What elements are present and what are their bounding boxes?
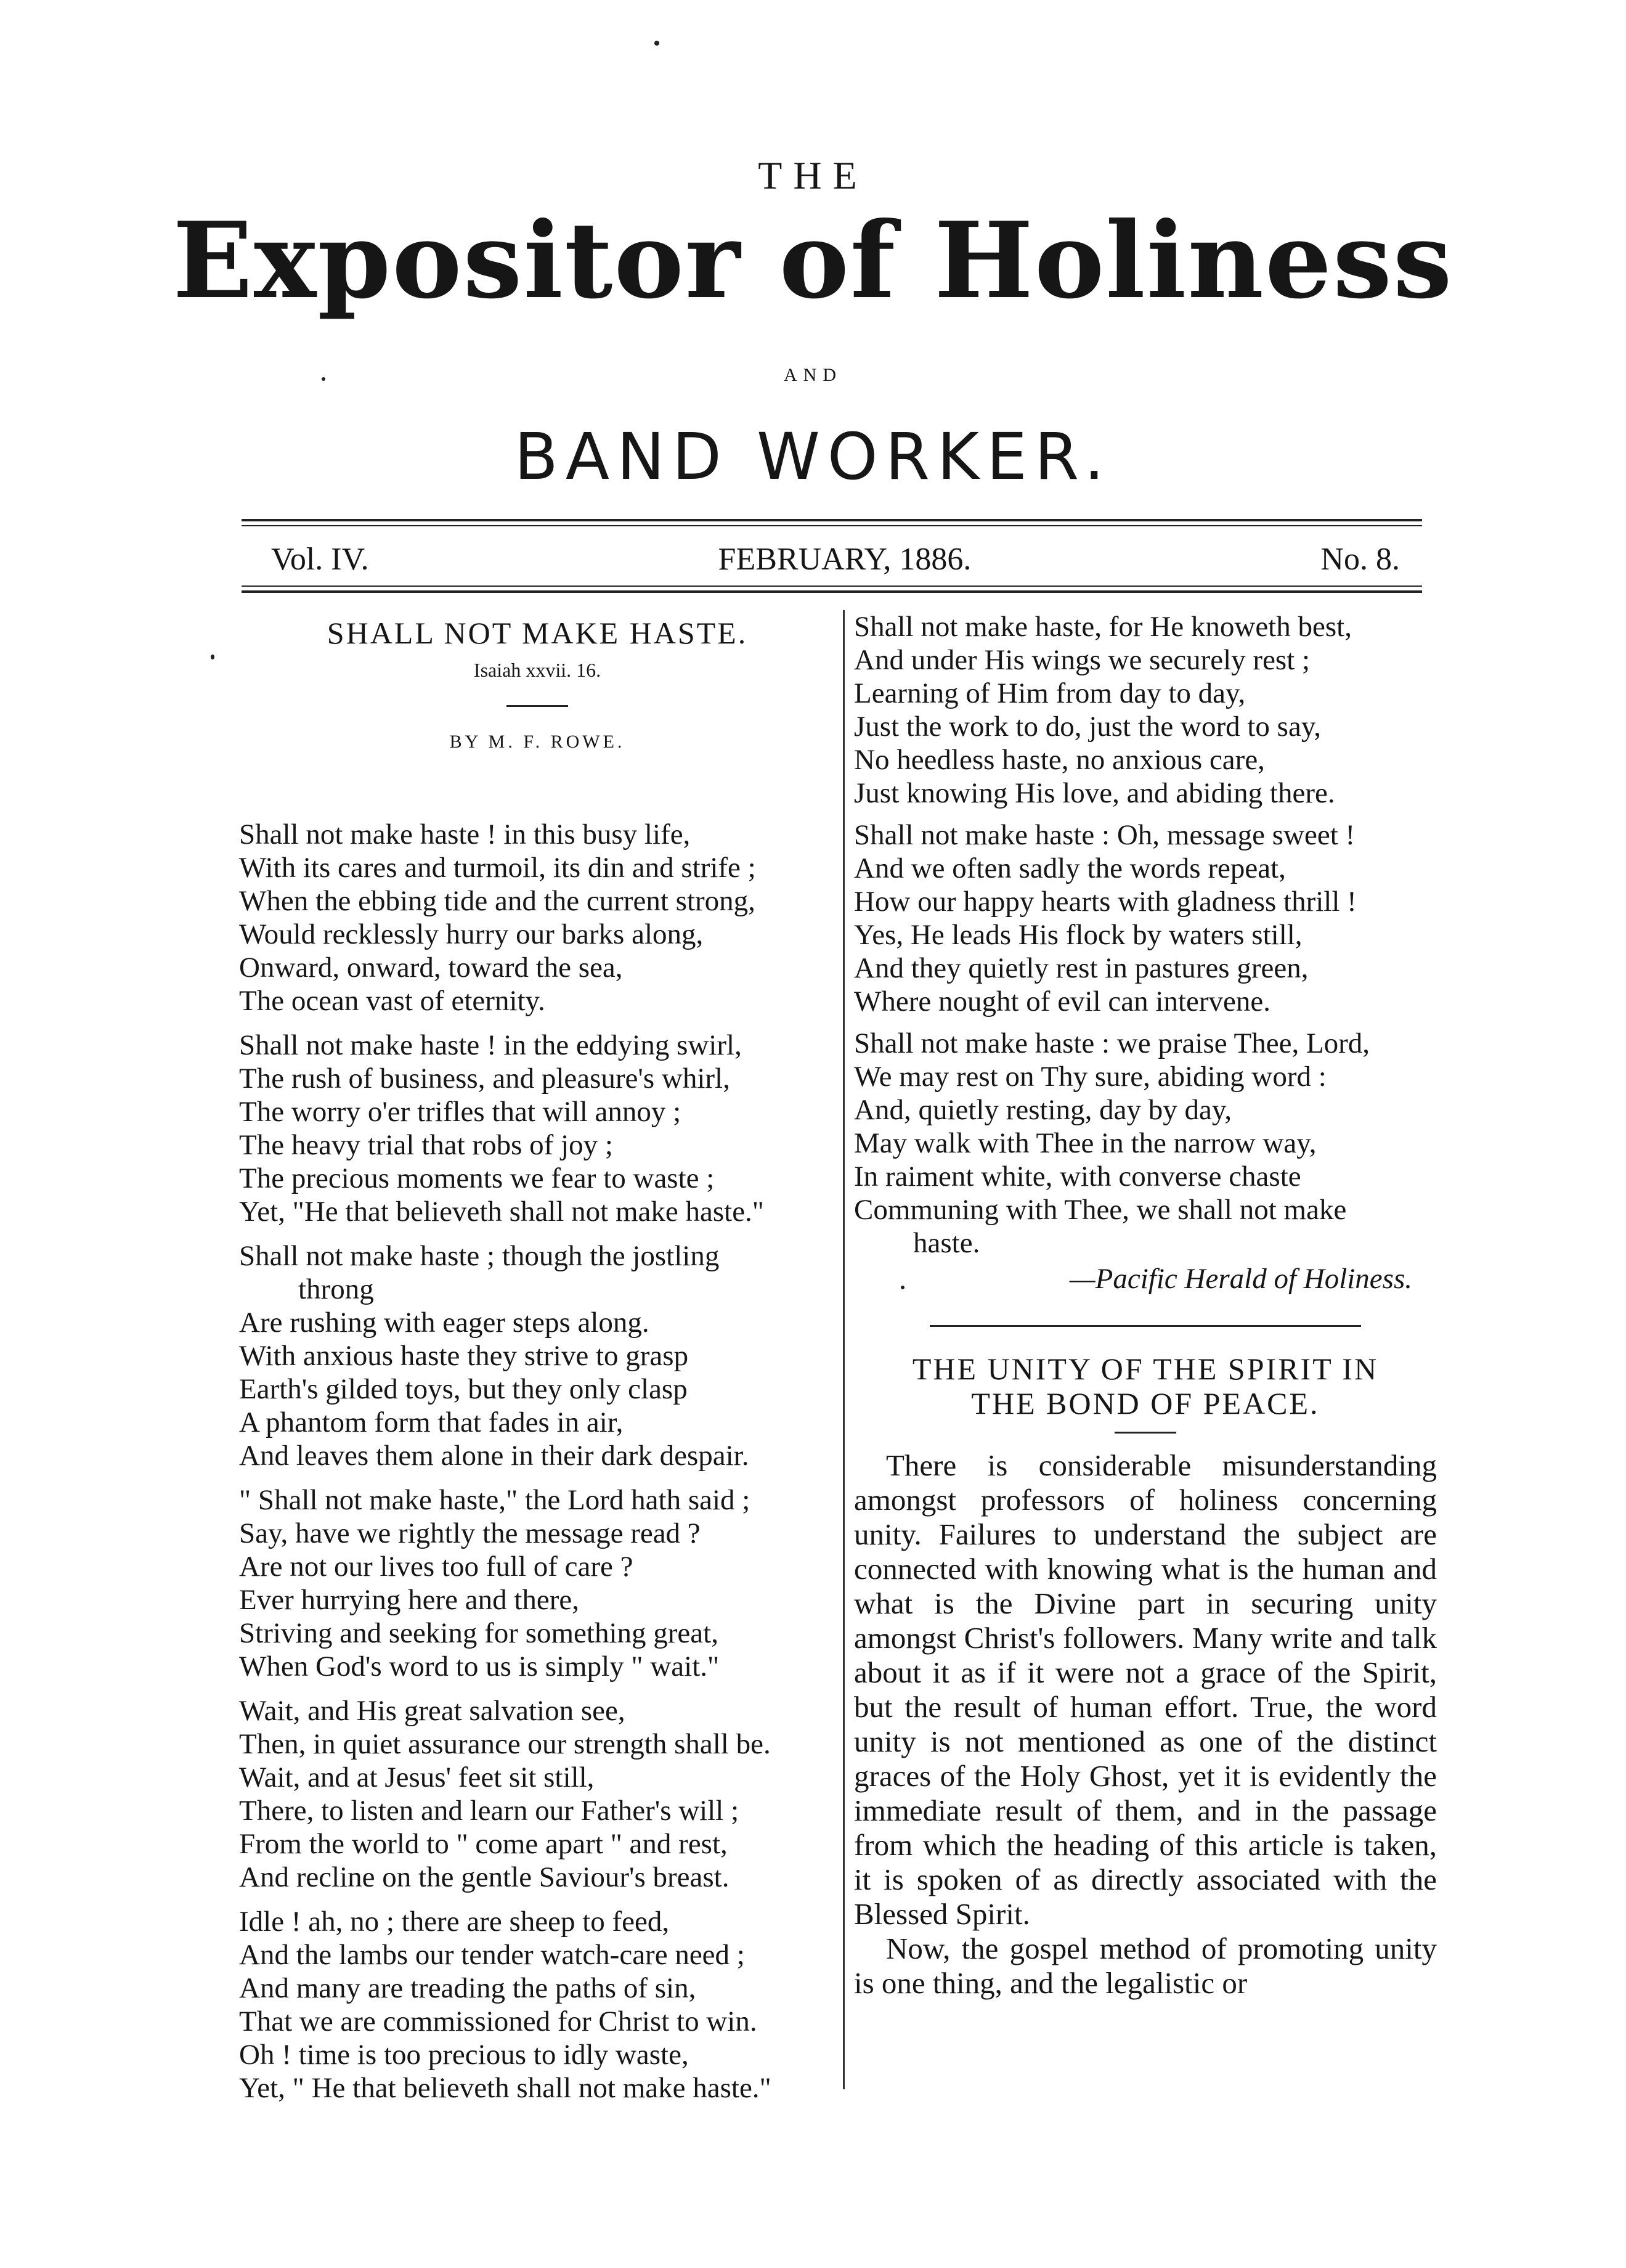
article-title-line-2: THE BOND OF PEACE.: [971, 1386, 1320, 1421]
poem-line: And recline on the gentle Saviour's breast.: [239, 1861, 730, 1893]
poem-line: In raiment white, with converse chaste: [854, 1161, 1301, 1193]
poem-stanza: [239, 1029, 835, 1228]
poem-line: Where nought of evil can intervene.: [854, 985, 1270, 1018]
poem-stanza: [239, 1905, 835, 2105]
masthead-and: AND: [784, 365, 842, 385]
ink-speck: [322, 377, 325, 381]
poem-title-rule: [506, 705, 568, 707]
poem-line: Shall not make haste ! in the eddying swirl,: [239, 1029, 742, 1061]
poem-line: " Shall not make haste," the Lord hath said ;: [239, 1484, 750, 1516]
top-rule-thin: [242, 525, 1422, 526]
poem-line: May walk with Thee in the narrow way,: [854, 1127, 1317, 1159]
poem-stanza: [239, 1239, 835, 1472]
column-divider: [843, 610, 845, 2089]
poem-byline: BY M. F. ROWE.: [449, 732, 625, 752]
poem-reference: Isaiah xxvii. 16.: [473, 659, 601, 681]
poem-line: Yet, " He that believeth shall not make haste.": [239, 2072, 771, 2104]
poem-line: The precious moments we fear to waste ;: [239, 1162, 715, 1194]
poem-line: When the ebbing tide and the current strong,: [239, 885, 755, 917]
poem-line: Wait, and His great salvation see,: [239, 1695, 625, 1727]
poem-line: Just the work to do, just the word to say,: [854, 711, 1322, 743]
poem-line: Shall not make haste, for He knoweth best,: [854, 611, 1352, 643]
poem-line: The heavy trial that robs of joy ;: [239, 1129, 613, 1161]
poem-line: Earth's gilded toys, but they only clasp: [239, 1373, 688, 1405]
poem-line: And many are treading the paths of sin,: [239, 1972, 696, 2004]
poem-line: And the lambs our tender watch-care need ;: [239, 1939, 745, 1971]
poem-line: We may rest on Thy sure, abiding word :: [854, 1061, 1327, 1093]
poem-line: Oh ! time is too precious to idly waste,: [239, 2039, 689, 2071]
issue-volume: Vol. IV.: [271, 542, 369, 577]
masthead-title: Expositor of Holiness: [173, 199, 1453, 322]
article-title-rule: [1115, 1432, 1176, 1434]
poem-line: Are not our lives too full of care ?: [239, 1551, 633, 1583]
masthead-subtitle: BAND WORKER.: [514, 419, 1112, 494]
section-divider: [930, 1325, 1361, 1327]
ink-speck: [654, 41, 659, 46]
article-paragraph: Now, the gospel method of promoting unity is one thing, and the legalistic or: [854, 1931, 1437, 2000]
poem-line: There, to listen and learn our Father's will ;: [239, 1795, 739, 1827]
poem-line: And they quietly rest in pastures green,: [854, 952, 1309, 984]
poem-line: Yet, "He that believeth shall not make haste.": [239, 1196, 764, 1228]
top-rule-thick: [242, 519, 1422, 521]
ink-speck: [901, 1286, 904, 1289]
poem-line: With its cares and turmoil, its din and strife ;: [239, 852, 756, 884]
issue-number: No. 8.: [1320, 542, 1400, 577]
poem-stanza: [239, 1694, 835, 1894]
poem-line: Shall not make haste : we praise Thee, Lord,: [854, 1027, 1370, 1059]
poem-line: Then, in quiet assurance our strength shall be.: [239, 1728, 771, 1760]
poem-line: The ocean vast of eternity.: [239, 985, 545, 1017]
poem-line: Shall not make haste ! in this busy life,: [239, 818, 691, 851]
poem-line: With anxious haste they strive to grasp: [239, 1340, 689, 1372]
poem-line: No heedless haste, no anxious care,: [854, 744, 1265, 776]
poem-line: Communing with Thee, we shall not make: [854, 1194, 1347, 1226]
poem-stanza: [854, 1027, 1437, 1260]
poem-line: Are rushing with eager steps along.: [239, 1307, 649, 1339]
poem-line: And leaves them alone in their dark despair.: [239, 1440, 749, 1472]
left-column: [239, 610, 835, 2116]
issue-date: FEBRUARY, 1886.: [718, 542, 972, 577]
poem-line: Wait, and at Jesus' feet sit still,: [239, 1761, 595, 1793]
masthead-the: THE: [758, 153, 868, 197]
poem-line: A phantom form that fades in air,: [239, 1406, 624, 1438]
poem-line: And under His wings we securely rest ;: [854, 644, 1311, 676]
poem-stanza: [239, 1483, 835, 1683]
poem-line: Striving and seeking for something great,: [239, 1617, 718, 1649]
poem-line: And we often sadly the words repeat,: [854, 852, 1286, 884]
poem-line: throng: [298, 1273, 374, 1305]
poem-line: Would recklessly hurry our barks along,: [239, 918, 704, 950]
poem-line: Just knowing His love, and abiding there.: [854, 777, 1335, 809]
poem-stanza: [239, 818, 835, 1018]
poem-line: Yes, He leads His flock by waters still,: [854, 919, 1303, 951]
poem-line: How our happy hearts with gladness thrill !: [854, 886, 1357, 918]
issue-line: [271, 541, 1400, 577]
poem-line: When God's word to us is simply " wait.": [239, 1650, 720, 1683]
poem-attribution: —Pacific Herald of Holiness.: [1069, 1263, 1412, 1295]
article-paragraph: There is considerable misunderstanding amongst professors of holiness concerning unity. Failures to understand the subject are connected with knowing what is the human and what is the Divine part in securing unity amongst Christ's followers. Many write and talk about it as if it were not a grace of the Spirit, but the result of human effort. True, the word unity is not mentioned as one of the distinct graces of the Holy Ghost, yet it is evidently the immediate result of them, and in the passage from which the heading of this article is taken, it is spoken of as directly associated with the Blessed Spirit.: [854, 1448, 1437, 1931]
article-title-line-1: THE UNITY OF THE SPIRIT IN: [912, 1352, 1379, 1386]
right-column: [854, 610, 1437, 2001]
poem-line: Shall not make haste : Oh, message sweet !: [854, 819, 1356, 851]
poem-line: Idle ! ah, no ; there are sheep to feed,: [239, 1906, 670, 1938]
poem-stanza: [854, 610, 1437, 810]
ink-speck: [211, 655, 214, 659]
poem-line: Say, have we rightly the message read ?: [239, 1517, 701, 1549]
poem-line: Shall not make haste ; though the jostling: [239, 1240, 720, 1272]
poem-line: That we are commissioned for Christ to win.: [239, 2005, 757, 2038]
poem-line: haste.: [913, 1227, 980, 1259]
poem-line: Learning of Him from day to day,: [854, 677, 1246, 709]
poem-title: SHALL NOT MAKE HASTE.: [327, 616, 748, 650]
poem-line: The worry o'er trifles that will annoy ;: [239, 1096, 681, 1128]
bottom-rule-thin: [242, 585, 1422, 587]
bottom-rule-thick: [242, 590, 1422, 593]
poem-line: From the world to " come apart " and rest,: [239, 1828, 728, 1860]
poem-line: And, quietly resting, day by day,: [854, 1094, 1232, 1126]
poem-line: Ever hurrying here and there,: [239, 1584, 579, 1616]
poem-line: Onward, onward, toward the sea,: [239, 952, 623, 984]
poem-stanza: [854, 818, 1437, 1018]
poem-line: The rush of business, and pleasure's whirl,: [239, 1063, 730, 1095]
